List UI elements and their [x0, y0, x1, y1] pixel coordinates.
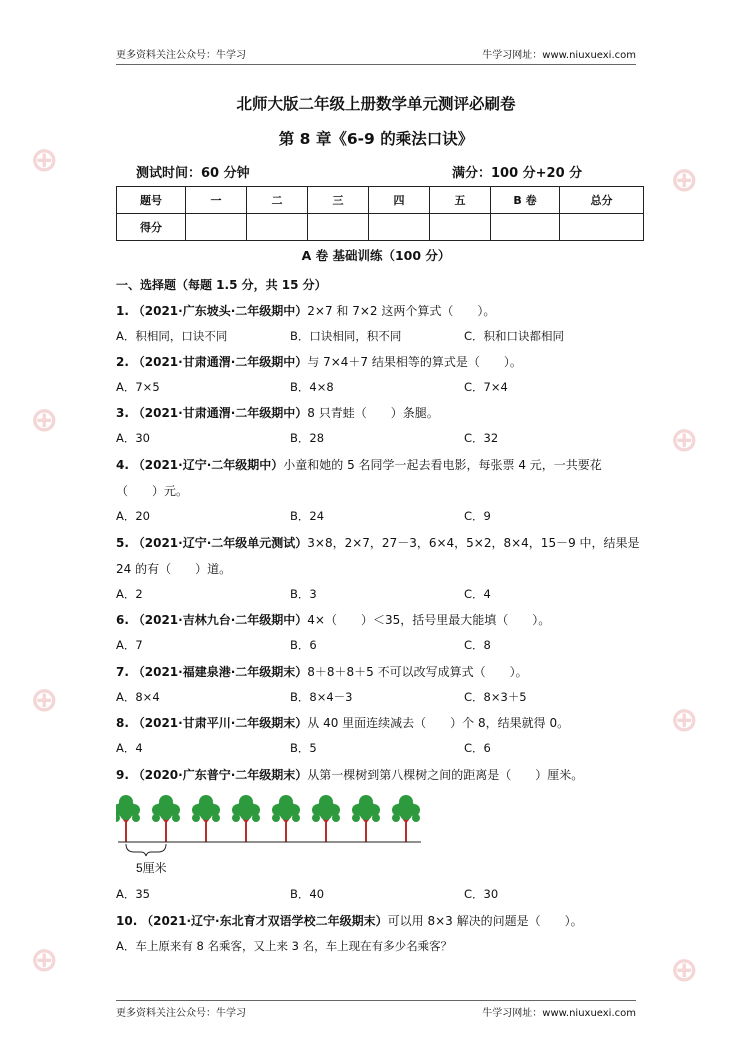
- option-a[interactable]: A．车上原来有 8 名乘客，又上来 3 名，车上现在有多少名乘客？: [116, 939, 453, 953]
- test-time: 测试时间：60 分钟: [136, 166, 250, 181]
- question-source: （2021·广东坡头·二年级期中）: [132, 304, 308, 318]
- question-source: （2021·甘肃通渭·二年级期中）: [132, 406, 308, 420]
- footer-divider: [116, 1000, 636, 1001]
- question-text: 8＋8＋8＋5 不可以改写成算式（ ）。: [307, 665, 528, 679]
- score-input-cell[interactable]: [369, 214, 430, 241]
- question-1: 1. （2021·广东坡头·二年级期中）2×7 和 7×2 这两个算式（ ）。: [116, 304, 496, 318]
- option-b[interactable]: B．40: [290, 887, 325, 901]
- option-c[interactable]: C．32: [464, 431, 499, 445]
- option-c[interactable]: C．积和口诀都相同: [464, 329, 565, 343]
- question-2: 2. （2021·甘肃通渭·二年级期中）与 7×4＋7 结果相等的算式是（ ）。: [116, 355, 522, 369]
- table-cell: 五: [430, 187, 491, 214]
- watermark-logo: ⊕: [30, 140, 59, 180]
- option-c[interactable]: C．8×3＋5: [464, 690, 527, 704]
- tree-icon: [272, 795, 300, 842]
- table-cell: B 卷: [491, 187, 560, 214]
- page-header: [116, 46, 636, 62]
- question-5: 5. （2021·辽宁·二年级单元测试）3×8，2×7，27－3，6×4，5×2，8×4，15－9 中，结果是: [116, 536, 640, 550]
- question-9: 9. （2020·广东普宁·二年级期末）从第一棵树到第八棵树之间的距离是（ ）厘米。: [116, 768, 584, 782]
- question-text: 4×（ ）＜35，括号里最大能填（ ）。: [307, 613, 551, 627]
- option-b[interactable]: B．4×8: [290, 380, 334, 394]
- option-c[interactable]: C．6: [464, 741, 491, 755]
- question-4: 4. （2021·辽宁·二年级期中）小童和她的 5 名同学一起去看电影，每张票 4 元，一共要花: [116, 458, 602, 472]
- question-6: 6. （2021·吉林九台·二年级期中）4×（ ）＜35，括号里最大能填（ ）。: [116, 613, 551, 627]
- option-a[interactable]: A．7: [116, 638, 143, 652]
- question-8: 8. （2021·甘肃平川·二年级期末）从 40 里面连续减去（ ）个 8，结果就得 0。: [116, 716, 570, 730]
- option-b[interactable]: B．28: [290, 431, 325, 445]
- tree-icon: [312, 795, 340, 842]
- option-b[interactable]: B．6: [290, 638, 317, 652]
- footer-right-text: 牛学习网址：www.niuxuexi.com: [482, 1008, 636, 1019]
- distance-brace: [126, 844, 166, 856]
- option-c[interactable]: C．7×4: [464, 380, 508, 394]
- watermark-logo: ⊕: [30, 400, 59, 440]
- question-text: 可以用 8×3 解决的问题是（ ）。: [387, 914, 583, 928]
- question-source: （2021·福建泉港·二年级期末）: [132, 665, 308, 679]
- question-text: 从 40 里面连续减去（ ）个 8，结果就得 0。: [307, 716, 570, 730]
- watermark-logo: ⊕: [670, 420, 699, 460]
- question-4-continued: （ ）元。: [116, 484, 189, 498]
- option-a[interactable]: A．8×4: [116, 690, 160, 704]
- table-cell: 题号: [117, 187, 186, 214]
- full-score: 满分：100 分+20 分: [452, 166, 583, 181]
- watermark-logo: ⊕: [670, 160, 699, 200]
- question-source: （2021·辽宁·二年级单元测试）: [132, 536, 308, 550]
- question-text: 与 7×4＋7 结果相等的算式是（ ）。: [307, 355, 522, 369]
- score-input-cell[interactable]: [308, 214, 369, 241]
- section-a-heading: A 卷 基础训练（100 分）: [301, 248, 451, 263]
- option-c[interactable]: C．8: [464, 638, 491, 652]
- tree-icon: [352, 795, 380, 842]
- header-right-text: 牛学习网址：www.niuxuexi.com: [482, 50, 636, 61]
- table-cell: 二: [247, 187, 308, 214]
- page-title: 北师大版二年级上册数学单元测评必刷卷: [236, 95, 516, 113]
- score-input-cell[interactable]: [491, 214, 560, 241]
- watermark-logo: ⊕: [30, 940, 59, 980]
- option-c[interactable]: C．9: [464, 509, 491, 523]
- part-one-heading: 一、选择题（每题 1.5 分，共 15 分）: [116, 278, 327, 292]
- watermark-logo: ⊕: [670, 700, 699, 740]
- header-left-text: 更多资料关注公众号：牛学习: [116, 50, 246, 61]
- tree-icon: [232, 795, 260, 842]
- option-a[interactable]: A．2: [116, 587, 143, 601]
- question-source: （2021·甘肃通渭·二年级期中）: [132, 355, 308, 369]
- header-divider: [116, 64, 636, 65]
- option-a[interactable]: A．20: [116, 509, 151, 523]
- tree-icon: [152, 795, 180, 842]
- option-a[interactable]: A．35: [116, 887, 151, 901]
- footer-left-text: 更多资料关注公众号：牛学习: [116, 1008, 246, 1019]
- question-source: （2021·辽宁·二年级期中）: [132, 458, 284, 472]
- distance-label: 5厘米: [136, 861, 167, 875]
- question-source: （2021·吉林九台·二年级期中）: [132, 613, 308, 627]
- page-footer: [116, 1004, 636, 1020]
- question-source: （2021·甘肃平川·二年级期末）: [132, 716, 308, 730]
- score-input-cell[interactable]: [247, 214, 308, 241]
- option-a[interactable]: A．30: [116, 431, 151, 445]
- option-b[interactable]: B．口诀相同，积不同: [290, 329, 402, 343]
- tree-row-figure: [116, 792, 426, 876]
- option-a[interactable]: A．4: [116, 741, 143, 755]
- question-7: 7. （2021·福建泉港·二年级期末）8＋8＋8＋5 不可以改写成算式（ ）。: [116, 665, 528, 679]
- tree-icon: [192, 795, 220, 842]
- option-b[interactable]: B．5: [290, 741, 317, 755]
- option-b[interactable]: B．8×4－3: [290, 690, 353, 704]
- table-cell: 一: [186, 187, 247, 214]
- table-row: [117, 214, 644, 241]
- watermark-logo: ⊕: [30, 680, 59, 720]
- score-table: [116, 186, 644, 241]
- question-3: 3. （2021·甘肃通渭·二年级期中）8 只青蛙（ ）条腿。: [116, 406, 439, 420]
- watermark-logo: ⊕: [670, 950, 699, 990]
- table-cell: 得分: [117, 214, 186, 241]
- question-10: 10. （2021·辽宁·东北育才双语学校二年级期末）可以用 8×3 解决的问题是（ ）。: [116, 914, 583, 928]
- question-source: （2021·辽宁·东北育才双语学校二年级期末）: [141, 914, 388, 928]
- option-c[interactable]: C．30: [464, 887, 499, 901]
- option-b[interactable]: B．24: [290, 509, 325, 523]
- option-a[interactable]: A．积相同，口诀不同: [116, 329, 228, 343]
- question-5-continued: 24 的有（ ）道。: [116, 562, 232, 576]
- question-text: 3×8，2×7，27－3，6×4，5×2，8×4，15－9 中，结果是: [307, 536, 640, 550]
- question-text: 从第一棵树到第八棵树之间的距离是（ ）厘米。: [307, 768, 584, 782]
- score-input-cell[interactable]: [430, 214, 491, 241]
- question-text: 小童和她的 5 名同学一起去看电影，每张票 4 元，一共要花: [283, 458, 602, 472]
- score-input-cell[interactable]: [186, 214, 247, 241]
- option-c[interactable]: C．4: [464, 587, 491, 601]
- table-row: [117, 187, 644, 214]
- page-subtitle: 第 8 章《6-9 的乘法口诀》: [278, 130, 474, 148]
- table-cell: 三: [308, 187, 369, 214]
- tree-icon: [392, 795, 420, 842]
- question-source: （2020·广东普宁·二年级期末）: [132, 768, 308, 782]
- table-cell: 四: [369, 187, 430, 214]
- score-input-cell[interactable]: [560, 214, 644, 241]
- option-a[interactable]: A．7×5: [116, 380, 160, 394]
- table-cell: 总分: [560, 187, 644, 214]
- tree-icon: [116, 795, 140, 842]
- question-text: 2×7 和 7×2 这两个算式（ ）。: [307, 304, 496, 318]
- question-text: 8 只青蛙（ ）条腿。: [307, 406, 439, 420]
- option-b[interactable]: B．3: [290, 587, 317, 601]
